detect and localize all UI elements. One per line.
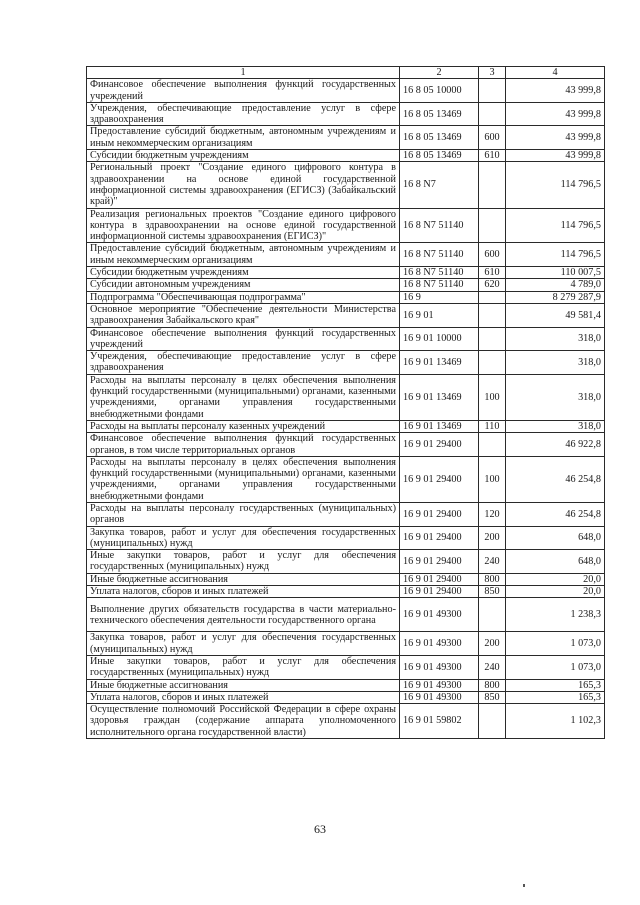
table-row: [87, 573, 605, 585]
row-expense-type-cell: 600: [479, 126, 506, 150]
row-amount-cell: 114 796,5: [506, 162, 605, 208]
row-amount-cell: 165,3: [506, 691, 605, 703]
row-amount-cell: 114 796,5: [506, 243, 605, 267]
row-code-cell: 16 9 01 49300: [400, 598, 479, 632]
table-row: [87, 632, 605, 656]
row-code-cell: 16 8 05 13469: [400, 102, 479, 126]
row-amount-cell: 43 999,8: [506, 79, 605, 103]
page-number: 63: [314, 822, 326, 836]
row-name-cell: Иные закупки товаров, работ и услуг для обеспечения государственных (муниципальных) нужд: [87, 655, 400, 679]
row-name-cell: Расходы на выплаты персоналу в целях обеспечения выполнения функций государственными (муниципальными) органами, казенными учреждениями, органами управления государственными внебюджетными фондами: [87, 374, 400, 420]
column-header-name: 1: [87, 67, 400, 79]
row-amount-cell: 648,0: [506, 550, 605, 574]
row-name-cell: Закупка товаров, работ и услуг для обеспечения государственных (муниципальных) нужд: [87, 632, 400, 656]
row-code-cell: 16 8 05 13469: [400, 126, 479, 150]
table-row: [87, 208, 605, 243]
table-row: [87, 267, 605, 279]
table-row: [87, 679, 605, 691]
row-name-cell: Финансовое обеспечение выполнения функций государственных учреждений: [87, 79, 400, 103]
table-row: [87, 550, 605, 574]
row-expense-type-cell: [479, 351, 506, 375]
row-amount-cell: 318,0: [506, 420, 605, 432]
row-amount-cell: 1 102,3: [506, 704, 605, 739]
row-expense-type-cell: 800: [479, 679, 506, 691]
row-expense-type-cell: [479, 162, 506, 208]
row-expense-type-cell: [479, 303, 506, 327]
table-row: [87, 526, 605, 550]
row-code-cell: 16 9 01 29400: [400, 526, 479, 550]
row-name-cell: Иные бюджетные ассигнования: [87, 679, 400, 691]
row-name-cell: Субсидии бюджетным учреждениям: [87, 267, 400, 279]
row-name-cell: Реализация региональных проектов "Создание единого цифрового контура в здравоохранении на основе единой государственной информационной системы здравоохранения (ЕГИСЗ)": [87, 208, 400, 243]
row-code-cell: 16 9 01 49300: [400, 679, 479, 691]
table-row: [87, 126, 605, 150]
row-expense-type-cell: 610: [479, 267, 506, 279]
row-code-cell: 16 9 01 59802: [400, 704, 479, 739]
row-name-cell: Расходы на выплаты персоналу государственных (муниципальных) органов: [87, 502, 400, 526]
row-code-cell: 16 9 01 29400: [400, 586, 479, 598]
row-name-cell: Уплата налогов, сборов и иных платежей: [87, 586, 400, 598]
row-name-cell: Финансовое обеспечение выполнения функций государственных органов, в том числе территориальных органов: [87, 433, 400, 457]
row-code-cell: 16 8 N7: [400, 162, 479, 208]
row-expense-type-cell: 620: [479, 279, 506, 291]
table-row: [87, 291, 605, 303]
row-amount-cell: 46 254,8: [506, 456, 605, 502]
row-expense-type-cell: 200: [479, 526, 506, 550]
table-body: [87, 79, 605, 739]
row-code-cell: 16 8 N7 51140: [400, 243, 479, 267]
row-expense-type-cell: 120: [479, 502, 506, 526]
row-name-cell: Учреждения, обеспечивающие предоставление услуг в сфере здравоохранения: [87, 102, 400, 126]
row-code-cell: 16 9 01 10000: [400, 327, 479, 351]
row-code-cell: 16 9 01 29400: [400, 550, 479, 574]
row-name-cell: Расходы на выплаты персоналу в целях обеспечения выполнения функций государственными (муниципальными) органами, казенными учреждениями, органами управления государственными внебюджетными фондами: [87, 456, 400, 502]
row-amount-cell: 318,0: [506, 351, 605, 375]
row-expense-type-cell: 100: [479, 456, 506, 502]
row-amount-cell: 165,3: [506, 679, 605, 691]
row-code-cell: 16 9 01 29400: [400, 433, 479, 457]
row-expense-type-cell: 110: [479, 420, 506, 432]
row-expense-type-cell: 200: [479, 632, 506, 656]
row-name-cell: Основное мероприятие "Обеспечение деятельности Министерства здравоохранения Забайкальского края": [87, 303, 400, 327]
row-expense-type-cell: 800: [479, 573, 506, 585]
scan-mark: [523, 884, 525, 887]
row-name-cell: Расходы на выплаты персоналу казенных учреждений: [87, 420, 400, 432]
table-row: [87, 243, 605, 267]
row-amount-cell: 43 999,8: [506, 126, 605, 150]
row-amount-cell: 110 007,5: [506, 267, 605, 279]
row-expense-type-cell: [479, 598, 506, 632]
budget-table: [86, 66, 605, 739]
row-expense-type-cell: 240: [479, 550, 506, 574]
row-code-cell: 16 9 01 49300: [400, 691, 479, 703]
row-expense-type-cell: [479, 102, 506, 126]
row-amount-cell: 49 581,4: [506, 303, 605, 327]
column-header-expense-type: 3: [479, 67, 506, 79]
row-code-cell: 16 9 01 13469: [400, 420, 479, 432]
row-name-cell: Подпрограмма "Обеспечивающая подпрограмма": [87, 291, 400, 303]
row-code-cell: 16 8 05 13469: [400, 150, 479, 162]
table-row: [87, 162, 605, 208]
row-code-cell: 16 9: [400, 291, 479, 303]
row-amount-cell: 43 999,8: [506, 102, 605, 126]
row-amount-cell: 46 254,8: [506, 502, 605, 526]
row-name-cell: Предоставление субсидий бюджетным, автономным учреждениям и иным некоммерческим организациям: [87, 126, 400, 150]
row-amount-cell: 648,0: [506, 526, 605, 550]
table-header-row: [87, 67, 605, 79]
row-expense-type-cell: [479, 79, 506, 103]
row-amount-cell: 20,0: [506, 573, 605, 585]
row-name-cell: Иные бюджетные ассигнования: [87, 573, 400, 585]
table-row: [87, 79, 605, 103]
row-name-cell: Выполнение других обязательств государства в части материально-технического обеспечения деятельности государственного органа: [87, 598, 400, 632]
row-name-cell: Субсидии бюджетным учреждениям: [87, 150, 400, 162]
row-amount-cell: 4 789,0: [506, 279, 605, 291]
row-amount-cell: 8 279 287,9: [506, 291, 605, 303]
row-code-cell: 16 9 01: [400, 303, 479, 327]
row-code-cell: 16 8 N7 51140: [400, 267, 479, 279]
table-row: [87, 279, 605, 291]
row-amount-cell: 1 073,0: [506, 655, 605, 679]
row-name-cell: Финансовое обеспечение выполнения функций государственных учреждений: [87, 327, 400, 351]
row-expense-type-cell: 600: [479, 243, 506, 267]
row-name-cell: Осуществление полномочий Российской Федерации в сфере охраны здоровья граждан (содержание аппарата уполномоченного исполнительного органа государственной власти): [87, 704, 400, 739]
table-row: [87, 598, 605, 632]
table-row: [87, 586, 605, 598]
table-row: [87, 420, 605, 432]
row-amount-cell: 46 922,8: [506, 433, 605, 457]
row-name-cell: Уплата налогов, сборов и иных платежей: [87, 691, 400, 703]
row-code-cell: 16 9 01 13469: [400, 351, 479, 375]
row-amount-cell: 20,0: [506, 586, 605, 598]
row-amount-cell: 1 238,3: [506, 598, 605, 632]
row-expense-type-cell: [479, 291, 506, 303]
row-code-cell: 16 9 01 49300: [400, 632, 479, 656]
row-expense-type-cell: [479, 327, 506, 351]
row-amount-cell: 318,0: [506, 327, 605, 351]
row-name-cell: Иные закупки товаров, работ и услуг для обеспечения государственных (муниципальных) нужд: [87, 550, 400, 574]
row-expense-type-cell: [479, 433, 506, 457]
row-code-cell: 16 9 01 29400: [400, 502, 479, 526]
row-code-cell: 16 9 01 29400: [400, 573, 479, 585]
table-row: [87, 456, 605, 502]
table-row: [87, 502, 605, 526]
table-row: [87, 691, 605, 703]
table-row: [87, 655, 605, 679]
row-expense-type-cell: 610: [479, 150, 506, 162]
table-row: [87, 374, 605, 420]
row-amount-cell: 43 999,8: [506, 150, 605, 162]
row-amount-cell: 1 073,0: [506, 632, 605, 656]
row-name-cell: Учреждения, обеспечивающие предоставление услуг в сфере здравоохранения: [87, 351, 400, 375]
row-name-cell: Предоставление субсидий бюджетным, автономным учреждениям и иным некоммерческим организациям: [87, 243, 400, 267]
column-header-code: 2: [400, 67, 479, 79]
row-expense-type-cell: [479, 704, 506, 739]
row-name-cell: Региональный проект "Создание единого цифрового контура в здравоохранении на основе единой государственной информационной системы здравоохранения (ЕГИСЗ) (Забайкальский край)": [87, 162, 400, 208]
table-row: [87, 102, 605, 126]
table-row: [87, 433, 605, 457]
row-code-cell: 16 9 01 49300: [400, 655, 479, 679]
table-row: [87, 351, 605, 375]
row-code-cell: 16 8 N7 51140: [400, 279, 479, 291]
row-expense-type-cell: 850: [479, 691, 506, 703]
row-code-cell: 16 8 N7 51140: [400, 208, 479, 243]
row-expense-type-cell: 240: [479, 655, 506, 679]
row-name-cell: Закупка товаров, работ и услуг для обеспечения государственных (муниципальных) нужд: [87, 526, 400, 550]
table-row: [87, 327, 605, 351]
column-header-amount: 4: [506, 67, 605, 79]
table-row: [87, 150, 605, 162]
row-code-cell: 16 9 01 29400: [400, 456, 479, 502]
table-row: [87, 303, 605, 327]
row-code-cell: 16 8 05 10000: [400, 79, 479, 103]
row-expense-type-cell: 850: [479, 586, 506, 598]
table-row: [87, 704, 605, 739]
row-amount-cell: 114 796,5: [506, 208, 605, 243]
row-code-cell: 16 9 01 13469: [400, 374, 479, 420]
row-expense-type-cell: [479, 208, 506, 243]
row-name-cell: Субсидии автономным учреждениям: [87, 279, 400, 291]
row-amount-cell: 318,0: [506, 374, 605, 420]
row-expense-type-cell: 100: [479, 374, 506, 420]
